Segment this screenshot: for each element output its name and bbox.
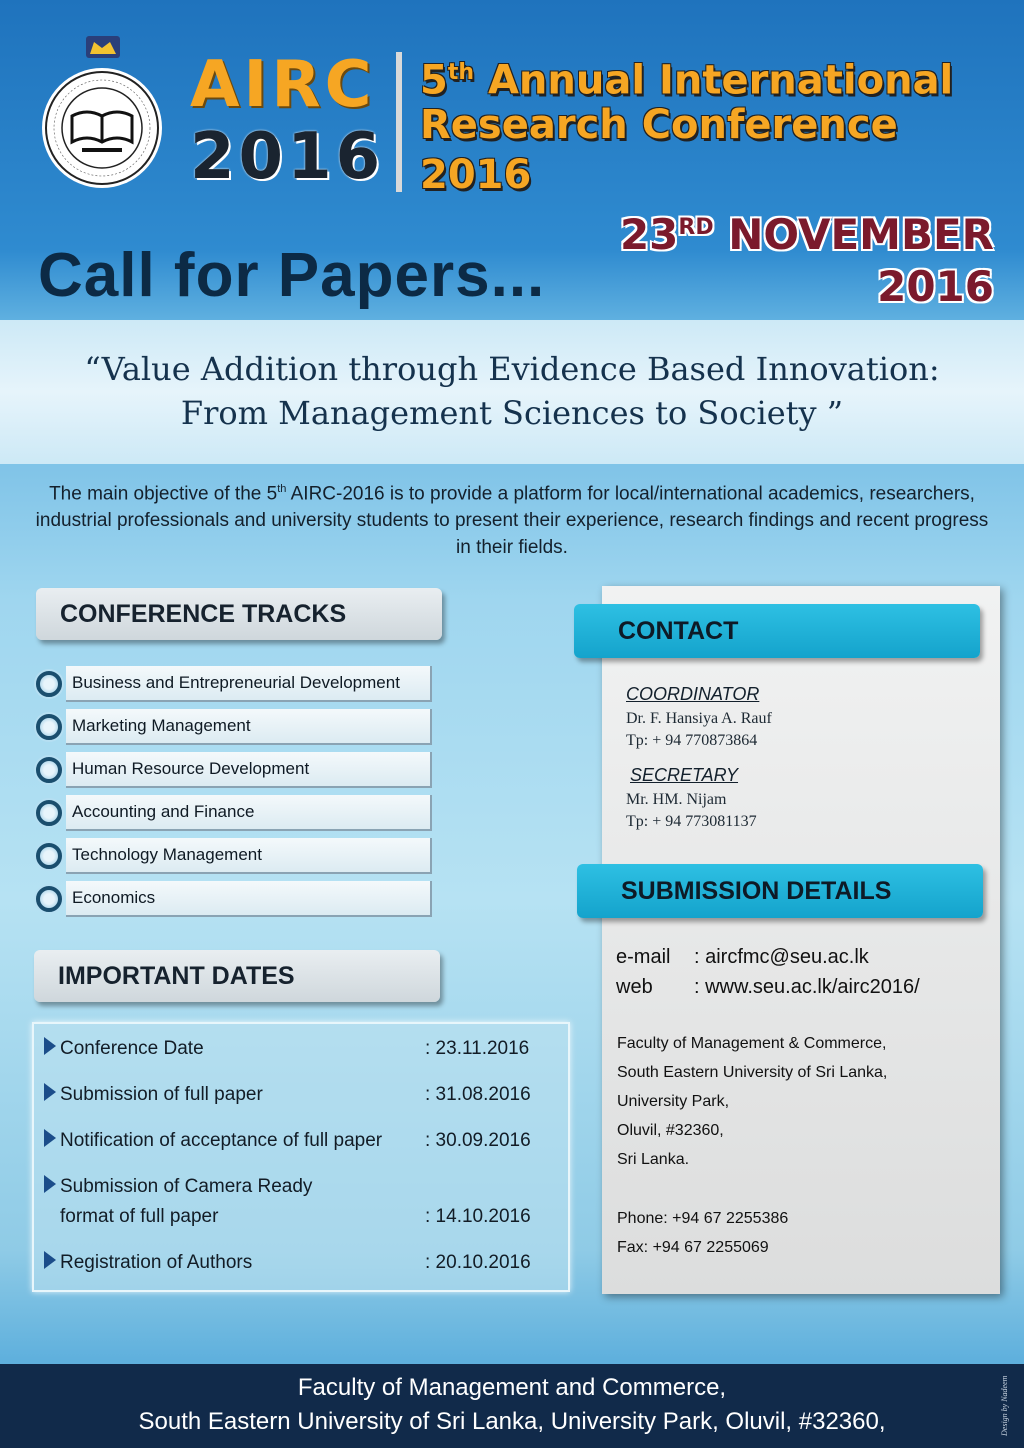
circle-bullet-icon: [36, 886, 62, 912]
track-label: Economics: [66, 881, 432, 917]
dates-heading: IMPORTANT DATES: [34, 950, 440, 1002]
footer-line2: South Eastern University of Sri Lanka, University Park, Oluvil, #32360,: [138, 1408, 886, 1435]
circle-bullet-icon: [36, 843, 62, 869]
address-line: Sri Lanka.: [617, 1151, 690, 1168]
track-item: [36, 709, 432, 745]
university-seal-logo: [42, 34, 162, 194]
address-line: Oluvil, #32360,: [617, 1122, 724, 1139]
contact-heading: CONTACT: [574, 604, 980, 658]
conference-title-line3: 2016: [420, 152, 532, 198]
arrow-bullet-icon: [42, 1083, 56, 1101]
web-value[interactable]: : www.seu.ac.lk/airc2016/: [694, 976, 920, 998]
date-row: [42, 1126, 562, 1156]
tracks-heading: CONFERENCE TRACKS: [36, 588, 442, 640]
coordinator-name: Dr. F. Hansiya A. Rauf: [626, 710, 772, 727]
date-row: [42, 1034, 562, 1064]
track-item: [36, 838, 432, 874]
date-value: : 31.08.2016: [425, 1084, 531, 1105]
conference-title-line2: Research Conference: [420, 102, 898, 148]
header-divider: [396, 52, 402, 192]
track-item: [36, 795, 432, 831]
email-value[interactable]: : aircfmc@seu.ac.lk: [694, 946, 869, 968]
track-label: Business and Entrepreneurial Development: [66, 666, 432, 702]
theme-line2: From Management Sciences to Society ”: [180, 394, 844, 432]
coordinator-role: COORDINATOR: [626, 684, 760, 704]
designer-credit: Design by Nadeem: [1000, 1375, 1009, 1436]
phone-number: Phone: +94 67 2255386: [617, 1210, 789, 1227]
track-item: [36, 666, 432, 702]
page-title: Call for Papers...: [38, 241, 546, 310]
secretary-name: Mr. HM. Nijam: [626, 791, 727, 808]
date-label: Notification of acceptance of full paper: [60, 1130, 383, 1151]
conference-title-line1: 5th Annual International: [420, 57, 954, 104]
secretary-role: SECRETARY: [630, 765, 739, 785]
date-row: [42, 1172, 562, 1202]
email-label: e-mail: [616, 946, 671, 968]
date-label: Submission of full paper: [60, 1084, 263, 1105]
fax-number: Fax: +94 67 2255069: [617, 1239, 769, 1256]
conference-date-year: 2016: [877, 262, 994, 311]
circle-bullet-icon: [36, 757, 62, 783]
airc-logo-text: AIRC: [190, 48, 376, 122]
arrow-bullet-icon: [42, 1175, 56, 1193]
circle-bullet-icon: [36, 671, 62, 697]
date-label: Conference Date: [60, 1038, 204, 1059]
theme-band: [0, 320, 1024, 464]
track-label: Accounting and Finance: [66, 795, 432, 831]
circle-bullet-icon: [36, 714, 62, 740]
objective-text: The main objective of the 5th AIRC-2016 is to provide a platform for local/international academics, researchers, industrial professionals and university students to present their experience, research findings and recent progress in their fields.: [35, 483, 989, 559]
coordinator-phone: Tp: + 94 770873864: [626, 732, 758, 749]
arrow-bullet-icon: [42, 1129, 56, 1147]
address-line: University Park,: [617, 1093, 730, 1110]
date-value: : 20.10.2016: [425, 1252, 531, 1273]
date-label: Registration of Authors: [60, 1252, 253, 1273]
conference-date-day-month: 23RD NOVEMBER: [619, 210, 994, 259]
date-label: format of full paper: [60, 1206, 219, 1227]
date-value: : 14.10.2016: [425, 1206, 531, 1227]
footer-line1: Faculty of Management and Commerce,: [297, 1374, 727, 1401]
track-label: Human Resource Development: [66, 752, 432, 788]
date-row: [42, 1248, 562, 1278]
track-label: Marketing Management: [66, 709, 432, 745]
submission-heading: SUBMISSION DETAILS: [577, 864, 983, 918]
address-line: Faculty of Management & Commerce,: [617, 1035, 887, 1052]
track-label: Technology Management: [66, 838, 432, 874]
theme-line1: “Value Addition through Evidence Based Innovation:: [84, 350, 940, 388]
web-label: web: [616, 976, 653, 998]
date-value: : 30.09.2016: [425, 1130, 531, 1151]
date-label: Submission of Camera Ready: [60, 1176, 313, 1197]
arrow-bullet-icon: [42, 1037, 56, 1055]
date-row-continued: [42, 1202, 562, 1232]
address-line: South Eastern University of Sri Lanka,: [617, 1064, 888, 1081]
airc-logo-year: 2016: [190, 120, 385, 194]
date-value: : 23.11.2016: [425, 1038, 530, 1059]
secretary-phone: Tp: + 94 773081137: [626, 813, 757, 830]
track-item: [36, 881, 432, 917]
track-item: [36, 752, 432, 788]
circle-bullet-icon: [36, 800, 62, 826]
arrow-bullet-icon: [42, 1251, 56, 1269]
date-row: [42, 1080, 562, 1110]
